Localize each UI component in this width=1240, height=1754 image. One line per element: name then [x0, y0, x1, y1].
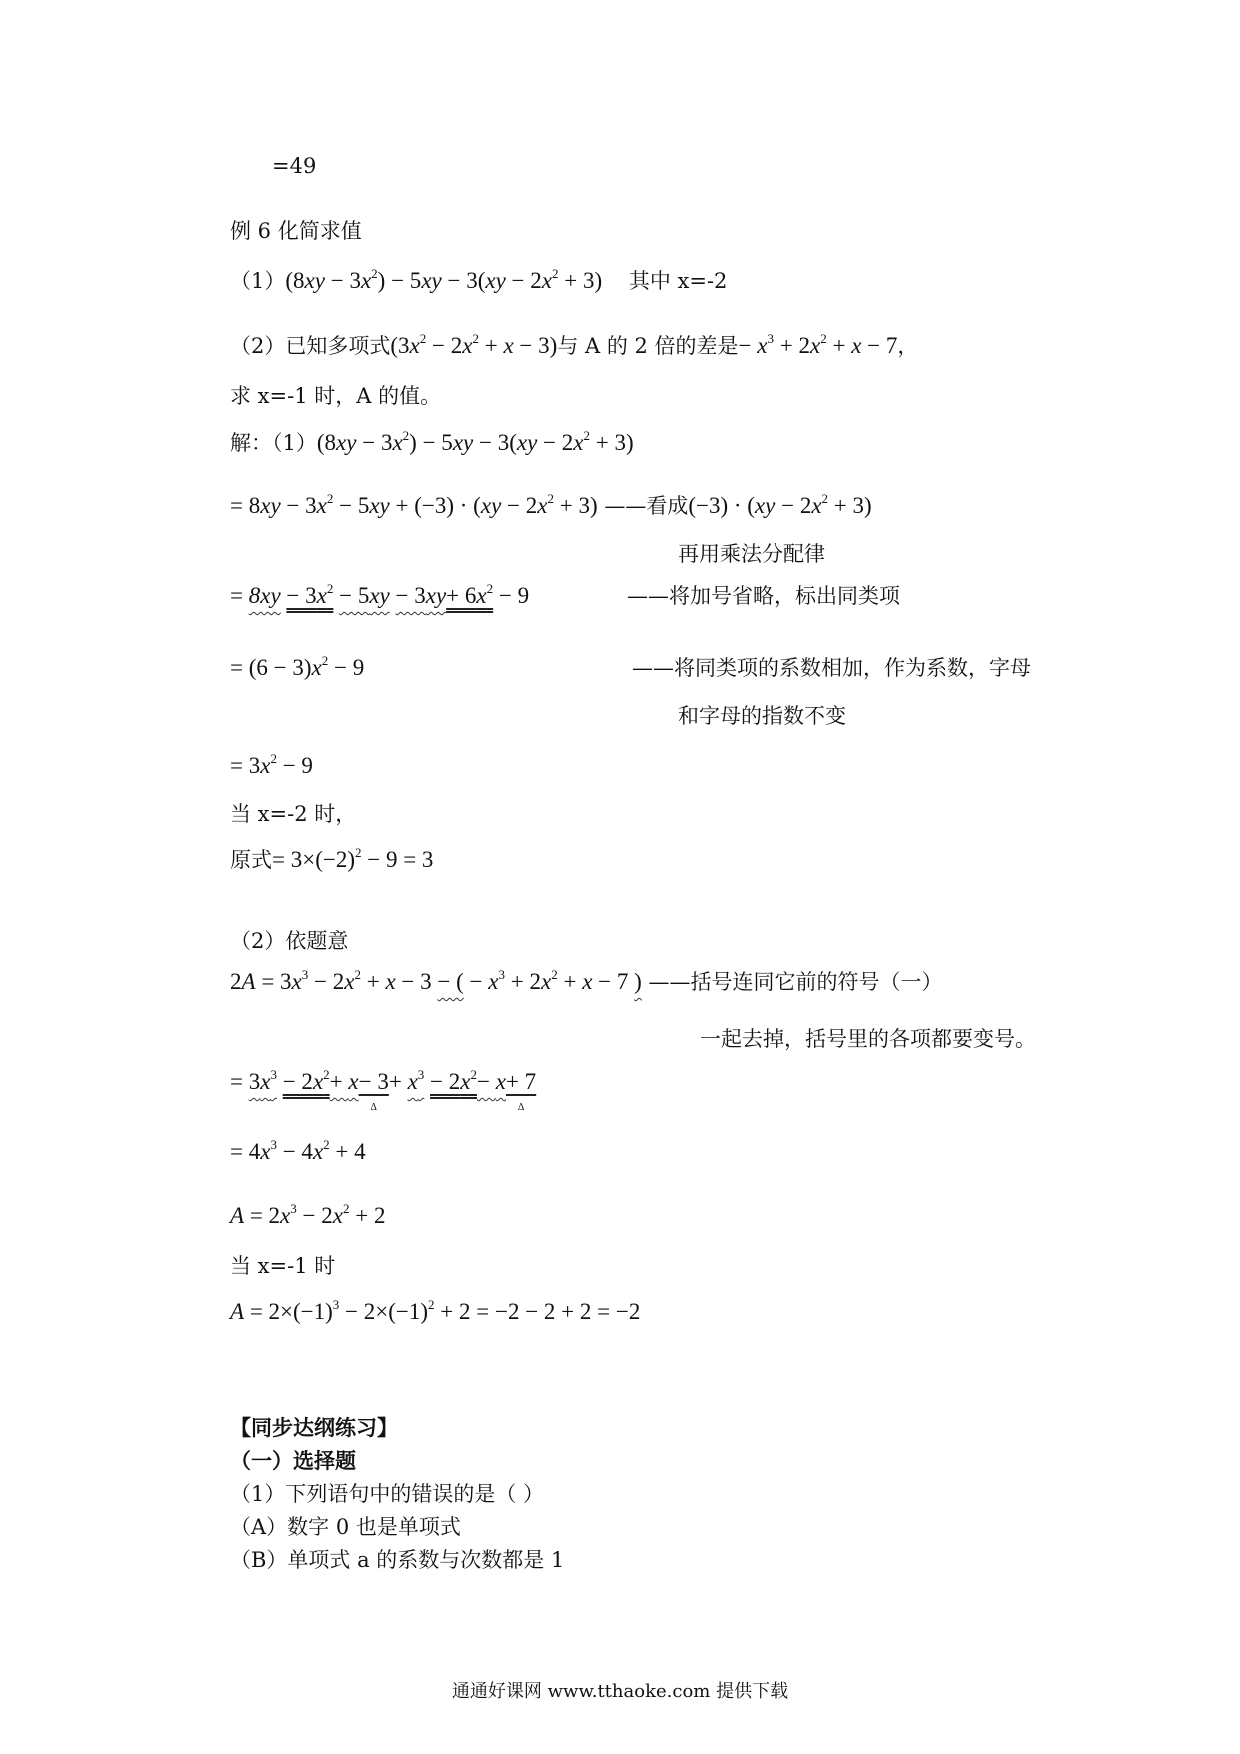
step-5-note-cont: 一起去掉，括号里的各项都要变号。: [700, 1027, 1036, 1051]
step-5-note: ——括号连同它前的符号（一）: [648, 970, 943, 994]
step-9-expression: $A = 2\times(-1)^3 - 2\times(-1)^2 + 2 = -2 - 2 + 2 = -2$: [230, 1297, 641, 1324]
step-1: [230, 493, 872, 519]
step-6-expression: = $3x^3 - 2x^2+ x- 3$ $\Delta+ x^3 - 2x^2- x+ 7$ Δ: [230, 1069, 536, 1094]
solution-2-label: （2）依题意: [230, 929, 349, 953]
step-8-expression: $A = 2x^3 - 2x^2 + 2$: [230, 1201, 386, 1228]
step-8: [230, 1203, 385, 1229]
solution-1-expression: $(8xy - 3x^2) - 5xy - 3(xy - 2x^2 + 3)$: [316, 428, 634, 455]
step-4: [230, 753, 313, 779]
step-1-note-cont: 再用乘法分配律: [678, 542, 825, 566]
when-x-neg1: 当 x=-1 时: [230, 1254, 336, 1278]
page-footer: 通通好课网 www.tthaoke.com 提供下载: [451, 1681, 789, 1702]
result-49: =49: [272, 154, 317, 178]
step-1-note: ——看成: [604, 494, 689, 518]
option-a: （A）数字 0 也是单项式: [230, 1515, 461, 1539]
step-5: [230, 969, 943, 995]
problem-2-comma: ，: [897, 334, 919, 358]
practice-heading: 【同步达纲练习】: [230, 1415, 398, 1440]
step-7: [230, 1139, 366, 1165]
example-title: 例 6 化简求值: [230, 219, 362, 243]
step-3-note-cont: 和字母的指数不变: [678, 704, 846, 728]
problem-2-poly: $(3x^2 - 2x^2 + x - 3)$: [390, 331, 558, 358]
problem-1: [230, 268, 727, 294]
problem-2-mid: 与 A 的 2 倍的差是: [557, 334, 739, 358]
step-2-expression: = $8xy - 3x^2 - 5xy - 3xy+ 6x^2 - 9$: [230, 581, 530, 608]
step-3-expression: = $(6 - 3)x^2 - 9$: [230, 653, 365, 680]
problem-1-label: （1）: [230, 269, 286, 293]
step-2-note: ——将加号省略，标出同类项: [627, 584, 900, 608]
step-6: [230, 1069, 536, 1095]
original-label: 原式: [230, 848, 272, 872]
step-9: [230, 1299, 640, 1325]
original-value: [230, 847, 433, 873]
solution-1-start: [230, 430, 634, 456]
problem-2-diff: − $x^3 + 2x^2 + x - 7$: [738, 331, 898, 358]
step-4-expression: = $3x^2 - 9$: [230, 751, 313, 778]
practice-section: （一）选择题: [230, 1448, 356, 1473]
step-3: [230, 655, 364, 681]
problem-1-expression: $(8xy - 3x^2) - 5xy - 3(xy - 2x^2 + 3)$: [285, 266, 603, 293]
step-1-note-expression: $(-3) \cdot (xy - 2x^2 + 3)$: [688, 491, 872, 518]
problem-1-condition: 其中 x=-2: [628, 269, 728, 293]
problem-2-label: （2）已知多项式: [230, 334, 391, 358]
question-1: （1）下列语句中的错误的是（ ）: [230, 1482, 545, 1506]
option-b: （B）单项式 a 的系数与次数都是 1: [230, 1548, 565, 1572]
step-7-expression: = $4x^3 - 4x^2 + 4$: [230, 1137, 366, 1164]
step-5-expression: $2A = 3x^3 - 2x^2 + x - 3$ − ( − $x^3 + 2x^2 + x - 7$ ): [230, 967, 642, 994]
step-2: [230, 583, 529, 609]
problem-2: [230, 333, 918, 359]
step-3-note: ——将同类项的系数相加，作为系数，字母: [632, 656, 1031, 680]
solution-label: 解：（1）: [230, 431, 317, 455]
when-x-neg2: 当 x=-2 时，: [230, 802, 357, 826]
step-1-expression: = $8xy - 3x^2 - 5xy + (-3) \cdot (xy - 2x^2 + 3)$: [230, 491, 598, 518]
original-expression: = $3\times(-2)^2 - 9 = 3$: [272, 845, 434, 872]
problem-2-cont: 求 x=-1 时，A 的值。: [230, 384, 442, 408]
